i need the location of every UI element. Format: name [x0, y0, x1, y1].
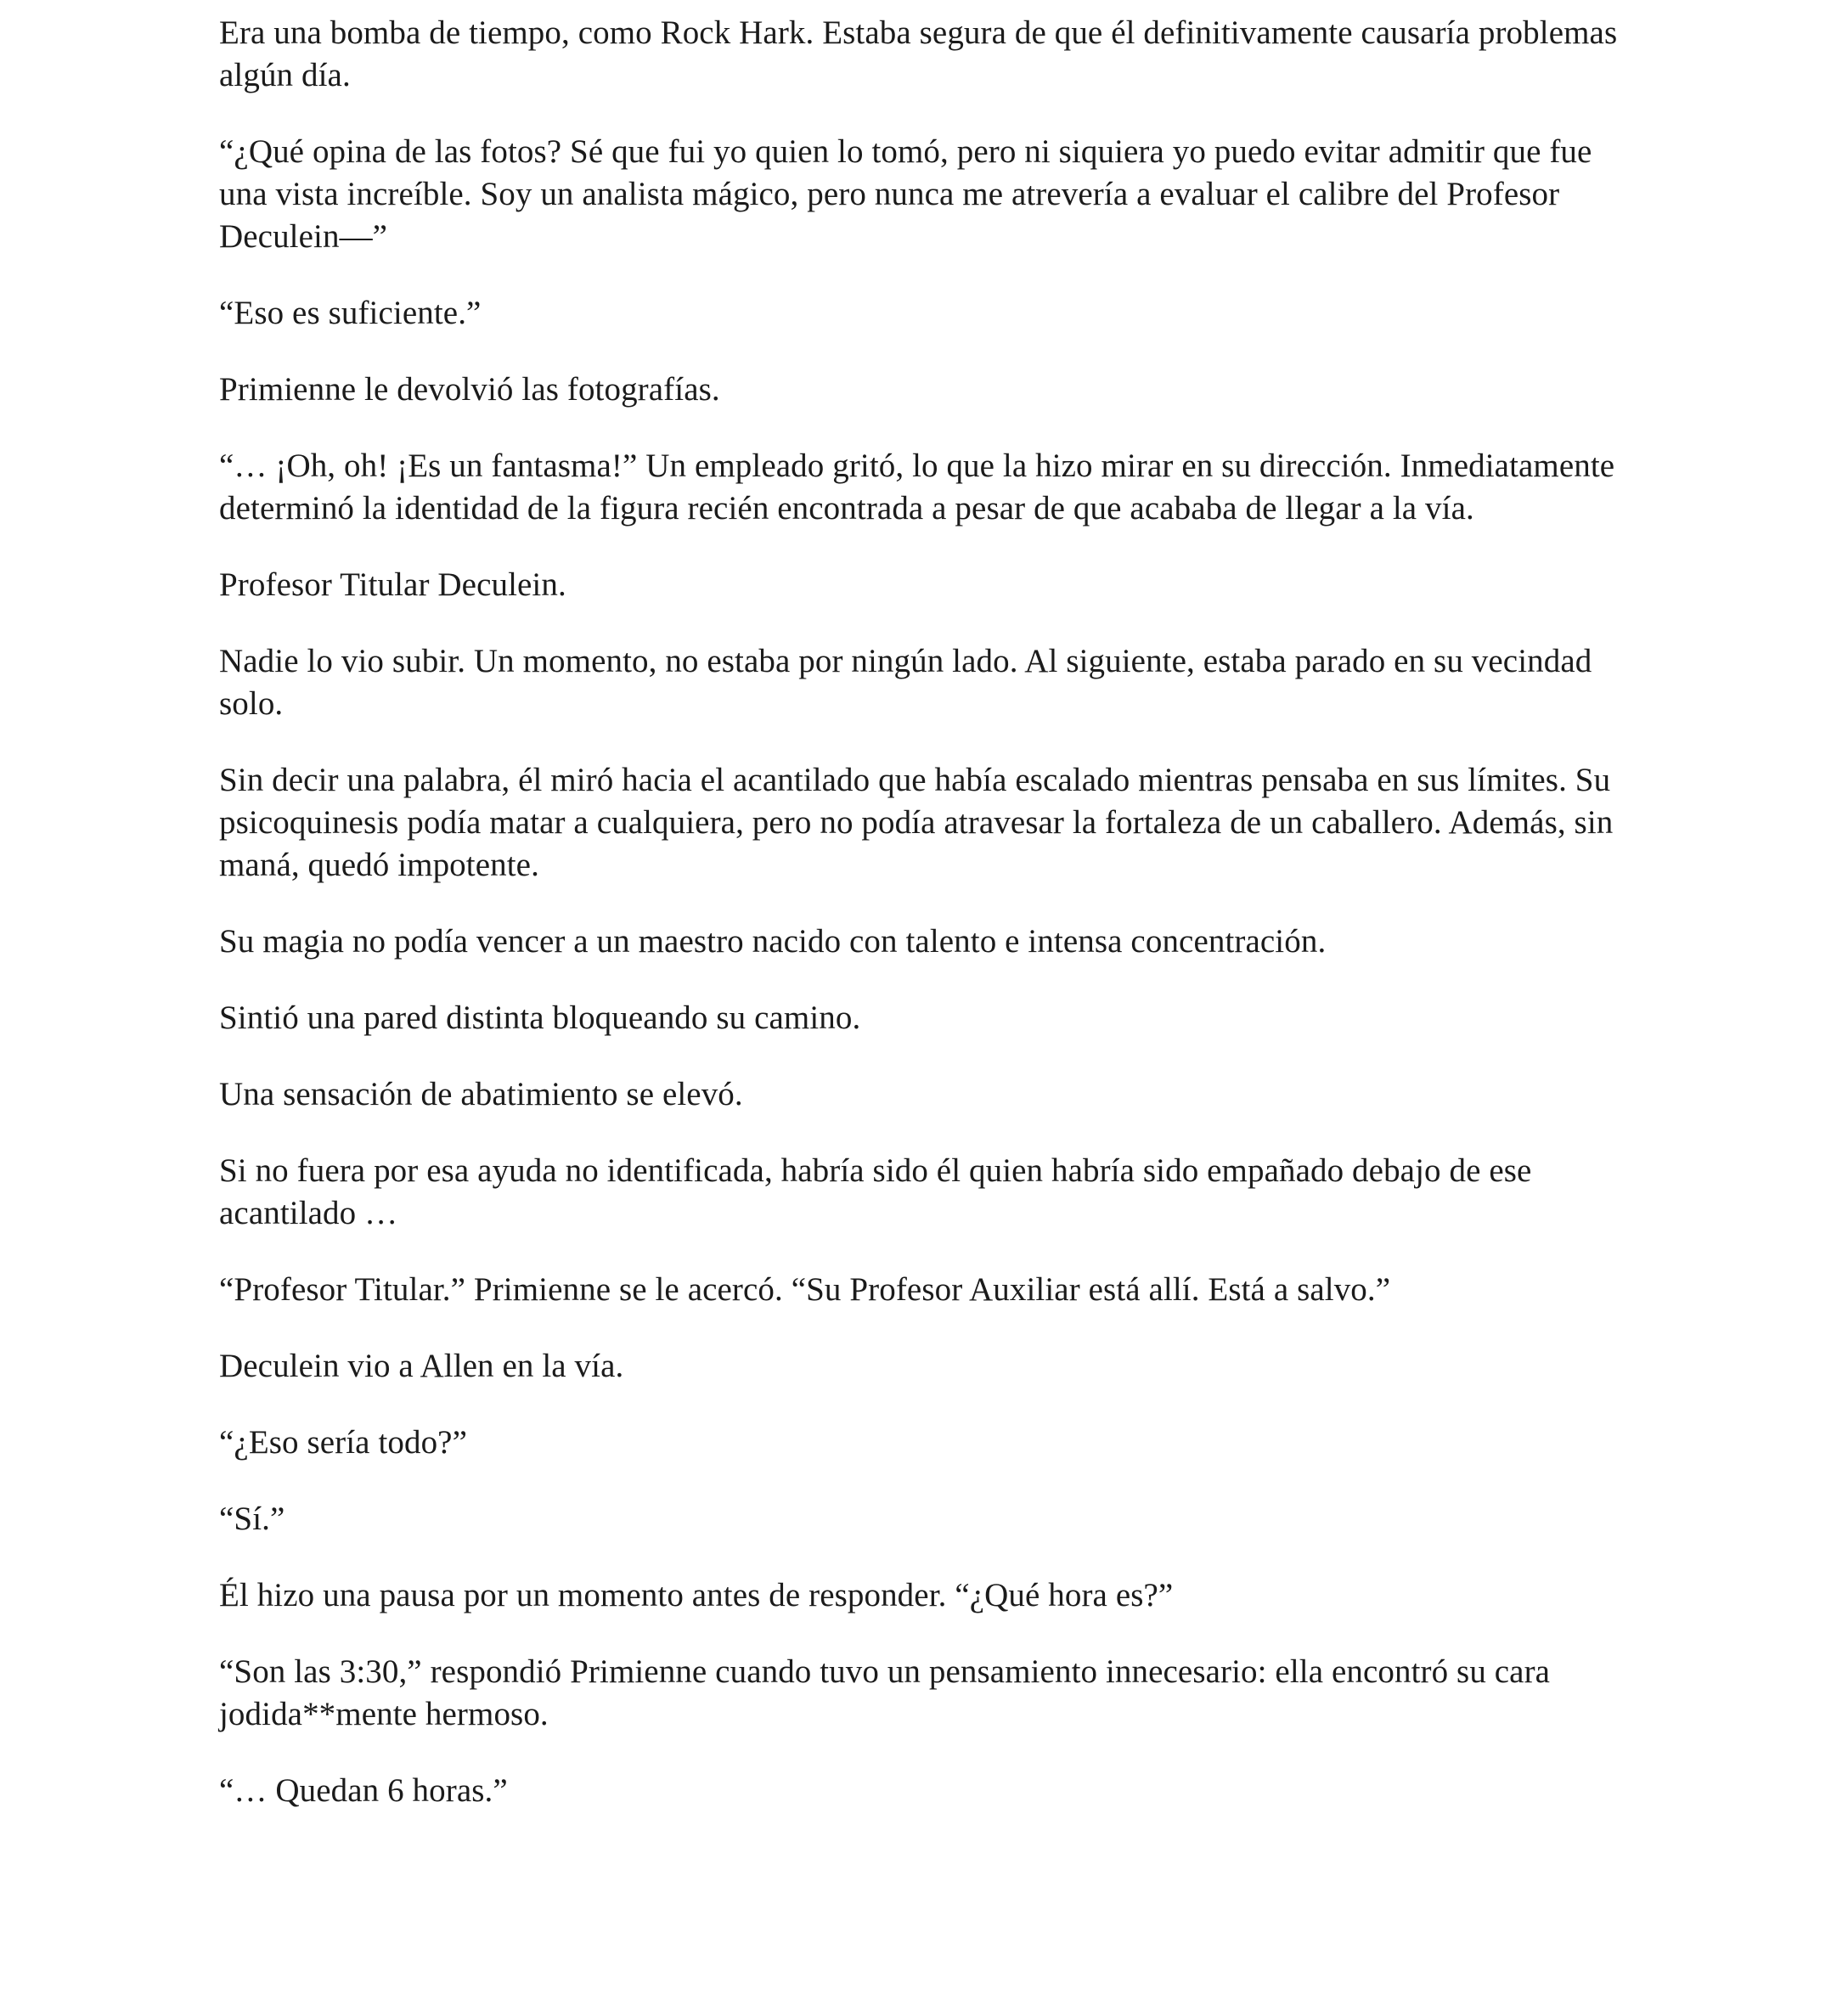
paragraph: Él hizo una pausa por un momento antes de responder. “¿Qué hora es?”: [219, 1577, 1174, 1613]
paragraph: “… Quedan 6 horas.”: [219, 1772, 508, 1809]
paragraph: “… ¡Oh, oh! ¡Es un fantasma!” Un empleado gritó, lo que la hizo mirar en su dirección. Inmediatamente determinó la identidad de la figura recién encontrada a pesar de que acababa de llegar a la vía.: [219, 448, 1615, 526]
paragraph: Su magia no podía vencer a un maestro nacido con talento e intensa concentración.: [219, 923, 1327, 960]
paragraph: Nadie lo vio subir. Un momento, no estaba por ningún lado. Al siguiente, estaba parado en su vecindad solo.: [219, 643, 1592, 722]
paragraph: “¿Qué opina de las fotos? Sé que fui yo quien lo tomó, pero ni siquiera yo puedo evitar admitir que fue una vista increíble. Soy un analista mágico, pero nunca me atrevería a evaluar el calibre del Profesor Deculein—”: [219, 133, 1592, 255]
paragraph: Si no fuera por esa ayuda no identificada, habría sido él quien habría sido empañado debajo de ese acantilado …: [219, 1152, 1532, 1231]
paragraph: “Eso es suficiente.”: [219, 295, 482, 331]
paragraph: Deculein vio a Allen en la vía.: [219, 1348, 624, 1384]
paragraph: Una sensación de abatimiento se elevó.: [219, 1076, 743, 1112]
paragraph: “¿Eso sería todo?”: [219, 1424, 467, 1461]
paragraph: Profesor Titular Deculein.: [219, 566, 566, 603]
paragraph: “Profesor Titular.” Primienne se le acercó. “Su Profesor Auxiliar está allí. Está a salvo.”: [219, 1271, 1391, 1308]
paragraph: Era una bomba de tiempo, como Rock Hark. Estaba segura de que él definitivamente causaría problemas algún día.: [219, 14, 1618, 93]
paragraph: “Sí.”: [219, 1501, 285, 1537]
paragraph: “Son las 3:30,” respondió Primienne cuando tuvo un pensamiento innecesario: ella encontró su cara jodida**mente hermoso.: [219, 1653, 1551, 1732]
paragraph: Sintió una pared distinta bloqueando su camino.: [219, 1000, 861, 1036]
paragraph: Primienne le devolvió las fotografías.: [219, 371, 720, 408]
paragraph: Sin decir una palabra, él miró hacia el acantilado que había escalado mientras pensaba en sus límites. Su psicoquinesis podía matar a cualquiera, pero no podía atravesar la fortaleza de un caballero. Además, sin maná, quedó impotente.: [219, 762, 1614, 883]
